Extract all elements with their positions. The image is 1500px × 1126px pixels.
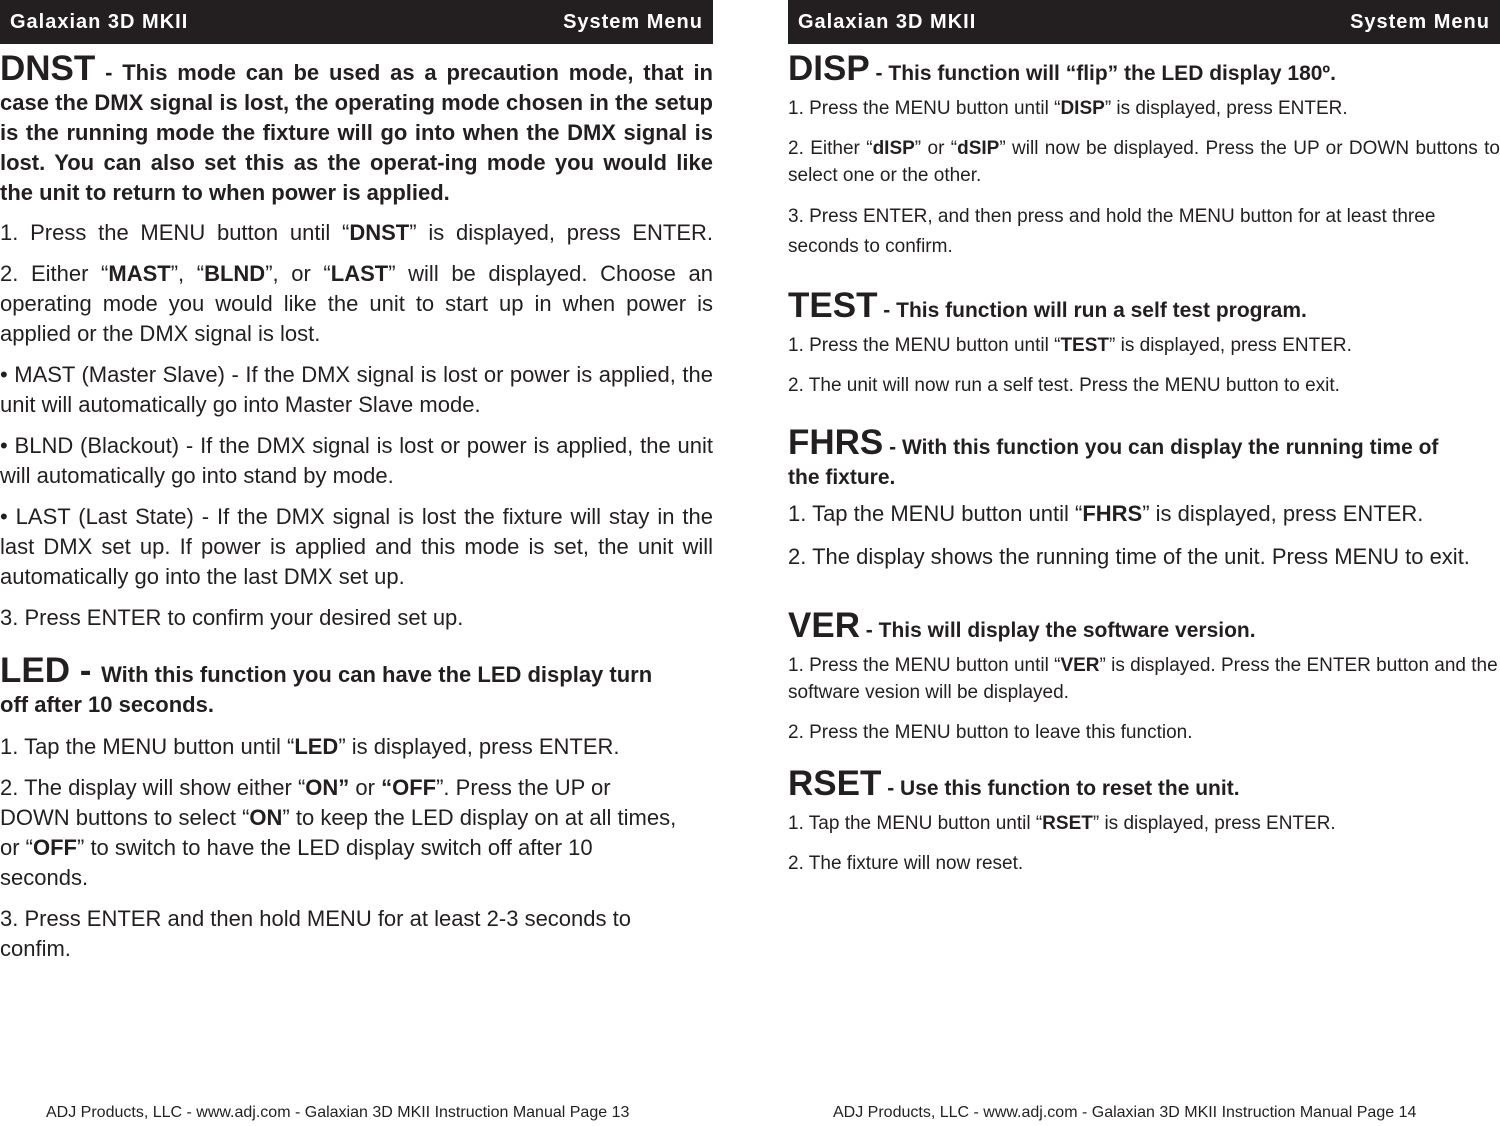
step-1 [788, 95, 1500, 122]
step-text: 1. Press the MENU button until “ [788, 335, 1061, 356]
function-key: FHRS [788, 423, 884, 462]
section-heading [788, 286, 1500, 326]
step-1 [788, 499, 1500, 529]
step-2: 2. The display shows the running time of the unit. Press MENU to exit. [788, 544, 1470, 569]
step-keyword: MAST [108, 261, 171, 286]
page-content [788, 44, 1500, 877]
section-fhrs [788, 423, 1500, 572]
heading-separator: - [869, 62, 889, 85]
heading-separator: - [859, 619, 879, 642]
step-keyword: dSIP [957, 138, 1000, 159]
header-title: Galaxian 3D MKII [798, 10, 977, 33]
page-footer: ADJ Products, LLC - www.adj.com - Galaxian 3D MKII Instruction Manual Page 14 [833, 1104, 1417, 1121]
step-text: ” is displayed, press ENTER. [1109, 335, 1352, 356]
step-keyword: VER [1060, 655, 1100, 676]
step-text: ” is displayed, press ENTER. [409, 220, 714, 245]
step-keyword: “OFF [381, 775, 437, 800]
step-keyword: DISP [1060, 98, 1105, 119]
section-ver [788, 606, 1500, 746]
step-text: ” to switch to have the LED display switch off after 10 seconds. [0, 835, 593, 890]
step-1 [788, 652, 1500, 706]
function-description: With this function you can display the running time of the fixture. [788, 436, 1439, 489]
heading-separator: - [95, 60, 123, 85]
header-section: System Menu [563, 10, 703, 33]
manual-page-14 [788, 0, 1500, 1126]
step-text: 1. Tap the MENU button until “ [788, 813, 1043, 834]
step-keyword: BLND [204, 261, 266, 286]
step-keyword: FHRS [1082, 501, 1143, 526]
page-header [788, 0, 1500, 44]
section-heading [0, 49, 713, 208]
step-2: 2. The fixture will now reset. [788, 853, 1024, 874]
step-3: 3. Press ENTER, and then press and hold the MENU button for at least three seconds to confirm. [788, 206, 1436, 257]
step-keyword: dISP [872, 138, 915, 159]
section-dnst [0, 49, 714, 633]
bullet-blnd: • BLND (Blackout) - If the DMX signal is lost or power is applied, the unit will automatically go into stand by mode. [0, 433, 713, 488]
step-keyword: ON [249, 805, 283, 830]
step-keyword: RSET [1042, 813, 1093, 834]
step-text: ” or “ [914, 138, 958, 159]
function-description: This will display the software version. [878, 619, 1256, 642]
step-keyword: ON” [305, 775, 350, 800]
step-3: 3. Press ENTER and then hold MENU for at least 2-3 seconds to confim. [0, 906, 631, 961]
function-key: DISP [788, 49, 870, 88]
step-keyword: TEST [1060, 335, 1110, 356]
section-heading [788, 606, 1500, 646]
page-content [0, 44, 713, 964]
step-text: ” will now be displayed. Press the UP or DOWN buttons to select one or the other. [788, 138, 1500, 186]
bullet-last: • LAST (Last State) - If the DMX signal is lost the fixture will stay in the last DMX set up. If power is applied and this mode is set, the unit will automatically go into the last DMX set up. [0, 504, 713, 589]
function-key: DNST [0, 49, 96, 88]
page-header [0, 0, 713, 44]
step-2 [0, 773, 713, 893]
section-heading [788, 49, 1500, 89]
section-rset [788, 764, 1500, 877]
function-description: This mode can be used as a precaution mode, that in case the DMX signal is lost, the operating mode chosen in the setup is the running mode the fixture will go into when the DMX signal is lost. You can also set this as the operat-ing mode you would like the unit to return to when power is applied. [0, 60, 713, 205]
step-text: ” is displayed, press ENTER. [1104, 98, 1348, 119]
step-text: ” will be displayed. Choose an operating mode you would like the unit to start up in when power is applied or the DMX signal is lost. [0, 261, 713, 346]
step-text: 1. Tap the MENU button until “ [788, 501, 1083, 526]
step-1 [0, 218, 713, 248]
function-description: This function will run a self test program. [896, 299, 1307, 322]
section-led [0, 651, 713, 964]
step-1 [788, 810, 1500, 837]
step-text: 2. Either “ [788, 138, 873, 159]
step-keyword: DNST [349, 220, 410, 245]
step-text: ” is displayed, press ENTER. [338, 734, 620, 759]
section-heading [788, 764, 1500, 804]
step-text: 1. Tap the MENU button until “ [0, 734, 295, 759]
page-footer: ADJ Products, LLC - www.adj.com - Galaxian 3D MKII Instruction Manual Page 13 [46, 1104, 630, 1121]
function-key: LED [0, 651, 70, 690]
function-description: With this function you can have the LED display turn off after 10 seconds. [0, 662, 653, 717]
step-text: 1. Press the MENU button until “ [788, 655, 1061, 676]
step-1 [788, 332, 1500, 359]
manual-page-13 [0, 0, 713, 1126]
section-disp [788, 49, 1500, 262]
step-2: 2. The unit will now run a self test. Press the MENU button to exit. [788, 375, 1340, 396]
function-key: TEST [788, 286, 878, 325]
function-description: This function will “flip” the LED display 180º. [888, 62, 1336, 85]
heading-separator: - [877, 299, 897, 322]
header-title: Galaxian 3D MKII [10, 10, 189, 33]
bullet-mast: • MAST (Master Slave) - If the DMX signal is lost or power is applied, the unit will automatically go into Master Slave mode. [0, 362, 713, 417]
step-text: ” to keep the LED display on at all times, or “ [0, 805, 677, 860]
heading-separator: - [883, 436, 902, 459]
step-2 [0, 259, 713, 349]
step-text: ”, “ [170, 261, 205, 286]
step-text: 2. The display will show either “ [0, 775, 306, 800]
step-text: 1. Press the MENU button until “ [0, 220, 350, 245]
step-text: 2. Either “ [0, 261, 109, 286]
heading-separator: - [70, 651, 102, 690]
heading-separator: - [881, 777, 901, 800]
function-key: VER [788, 606, 860, 645]
step-keyword: LED [294, 734, 339, 759]
step-text: ” is displayed, press ENTER. [1092, 813, 1336, 834]
step-text: ”. Press the UP or DOWN buttons to select “ [0, 775, 611, 830]
section-heading [0, 651, 713, 720]
step-text: ” is displayed. Press the ENTER button and the software vesion will be displayed. [788, 655, 1498, 703]
section-heading [788, 423, 1500, 493]
step-keyword: OFF [33, 835, 77, 860]
header-section: System Menu [1350, 10, 1490, 33]
function-description: Use this function to reset the unit. [900, 777, 1240, 800]
step-text: 1. Press the MENU button until “ [788, 98, 1061, 119]
step-keyword: LAST [330, 261, 389, 286]
function-key: RSET [788, 764, 882, 803]
section-test [788, 286, 1500, 399]
step-2: 2. Press the MENU button to leave this function. [788, 722, 1193, 743]
step-1 [0, 732, 713, 762]
step-3: 3. Press ENTER to confirm your desired set up. [0, 605, 464, 630]
step-text: or [349, 775, 382, 800]
step-text: ”, or “ [265, 261, 331, 286]
step-text: ” is displayed, press ENTER. [1142, 501, 1424, 526]
step-2 [788, 135, 1500, 189]
